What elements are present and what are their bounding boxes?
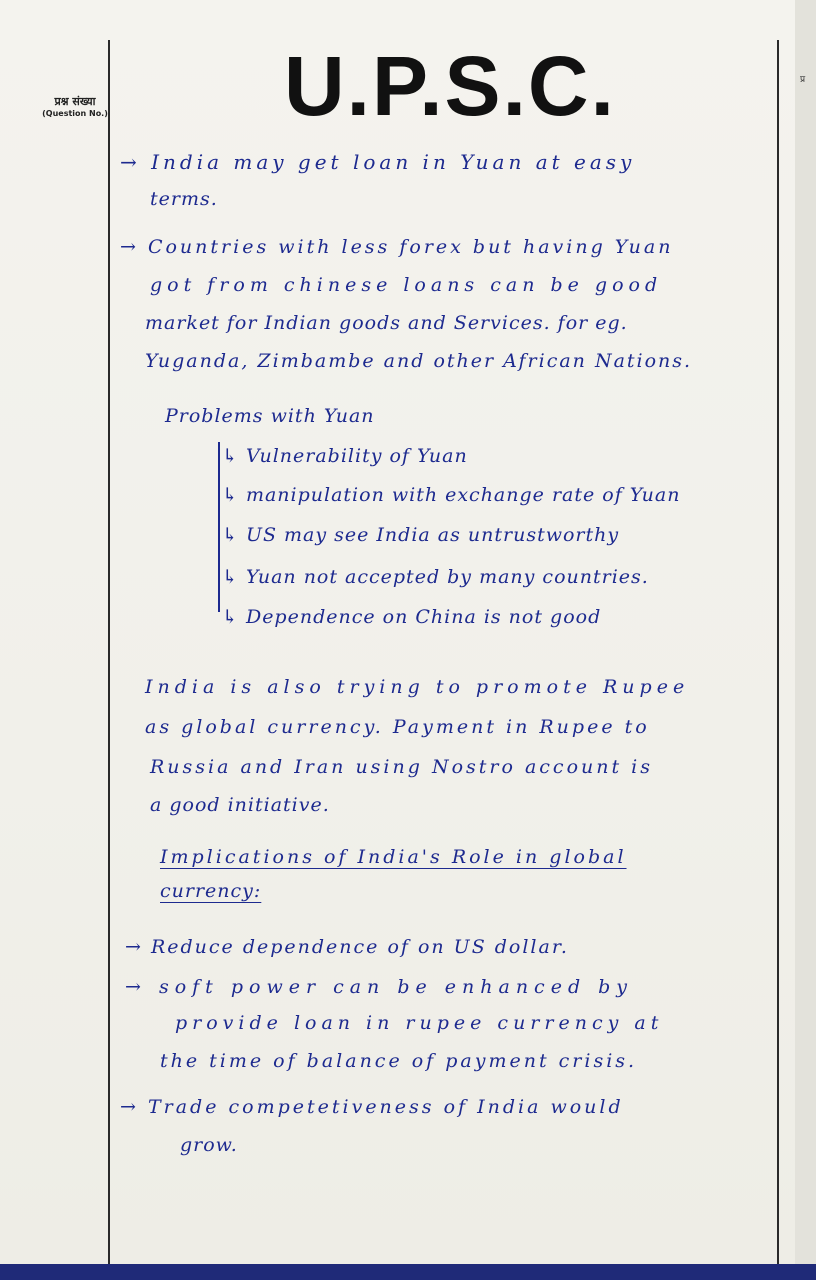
handwritten-line: a good initiative. [150, 794, 330, 816]
problem-item: ↳ manipulation with exchange rate of Yuan [222, 484, 681, 506]
upsc-logo: U.P.S.C. [284, 39, 616, 133]
problems-heading: Problems with Yuan [165, 405, 375, 427]
problem-item: ↳ Dependence on China is not good [222, 606, 602, 628]
handwritten-line: → soft power can be enhanced by [125, 976, 634, 998]
handwritten-line: as global currency. Payment in Rupee to [145, 716, 650, 738]
edge-mark: प्र [800, 75, 806, 85]
right-margin-line [777, 40, 779, 1264]
handwritten-line: India is also trying to promote Rupee [145, 676, 690, 698]
handwritten-line: market for Indian goods and Services. for eg. [145, 312, 628, 334]
handwritten-line: grow. [180, 1134, 238, 1156]
handwritten-line: provide loan in rupee currency at [175, 1012, 664, 1034]
question-number-hindi: प्रश्न संख्या [54, 95, 96, 108]
adjacent-page-edge [795, 0, 816, 1264]
left-margin-line [108, 40, 110, 1264]
handwritten-line: terms. [150, 188, 218, 210]
question-number-label [40, 94, 110, 118]
handwritten-line: got from chinese loans can be good [150, 274, 663, 296]
handwritten-line: → Trade competetiveness of India would [120, 1096, 624, 1118]
list-bracket [218, 442, 220, 612]
handwritten-line: Yuganda, Zimbambe and other African Nations. [145, 350, 693, 372]
problem-item: ↳ Yuan not accepted by many countries. [222, 566, 649, 588]
handwritten-line: → Reduce dependence of on US dollar. [125, 936, 569, 958]
implications-heading: Implications of India's Role in global [160, 846, 627, 868]
question-number-english: (Question No.) [42, 109, 108, 118]
handwritten-line: → Countries with less forex but having Yuan [120, 236, 674, 258]
table-surface [0, 1264, 816, 1280]
handwritten-line: the time of balance of payment crisis. [160, 1050, 638, 1072]
handwritten-line: → India may get loan in Yuan at easy [120, 150, 636, 174]
problem-item: ↳ Vulnerability of Yuan [222, 445, 468, 467]
problem-item: ↳ US may see India as untrustworthy [222, 524, 620, 546]
handwritten-line: Russia and Iran using Nostro account is [150, 756, 653, 778]
implications-heading-cont: currency: [160, 880, 262, 902]
